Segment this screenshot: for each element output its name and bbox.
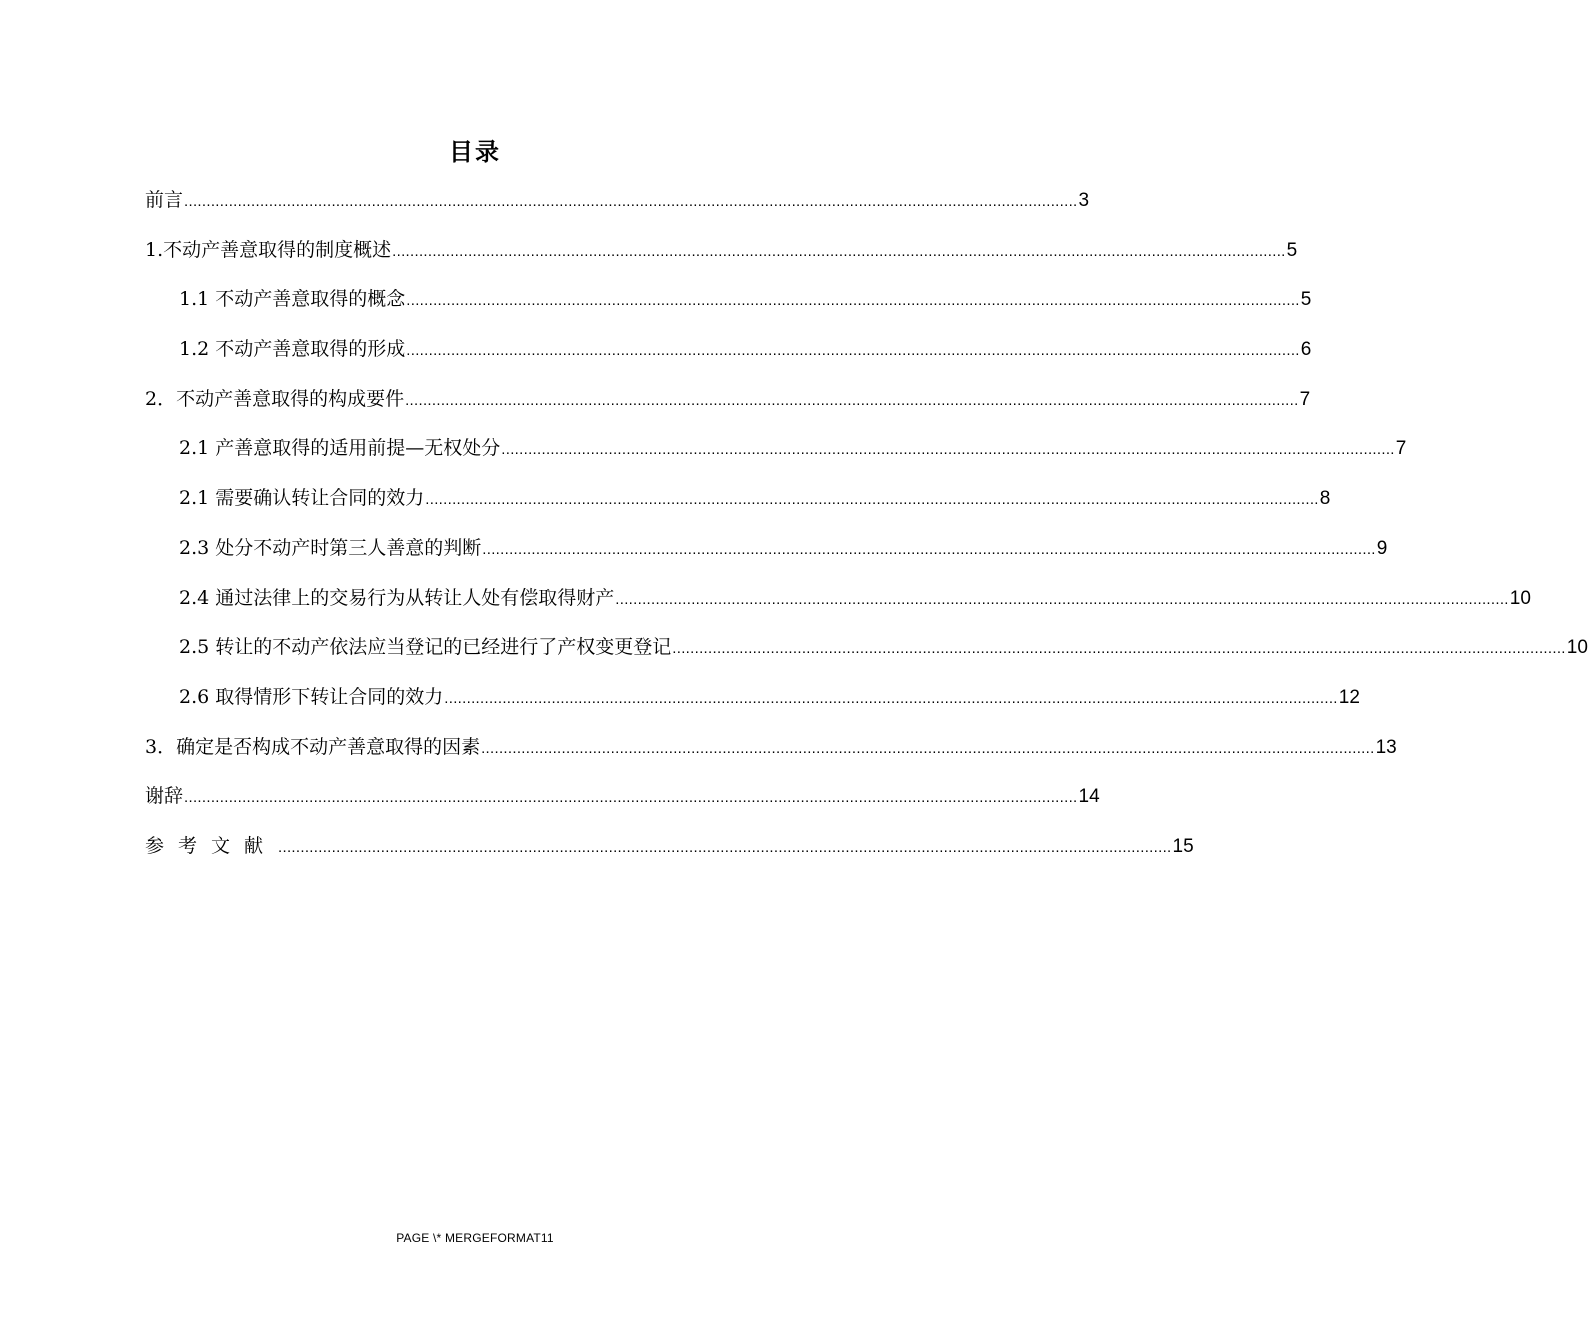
toc-leader-dots: ........................................................................................................................................................................................................	[405, 391, 1299, 409]
toc-entry-page: 5	[1300, 289, 1312, 311]
toc-entry-text: 2.6 取得情形下转让合同的效力	[179, 685, 444, 708]
toc-leader-dots: ........................................................................................................................................................................................................	[184, 789, 1078, 807]
toc-entry-page: 5	[1286, 239, 1298, 261]
toc-entry-page: 7	[1299, 388, 1311, 410]
toc-leader-dots: ........................................................................................................................................................................................................	[406, 342, 1300, 360]
toc-entry-text: 谢辞	[145, 785, 184, 808]
toc-entry-acknowledgements[interactable]	[145, 780, 1100, 830]
toc-entry-section-1-1[interactable]	[145, 283, 1312, 333]
toc-entry-page: 9	[1376, 537, 1388, 559]
toc-entry-page: 6	[1300, 339, 1312, 361]
toc-entry-page: 3	[1078, 190, 1090, 211]
toc-list	[145, 184, 1588, 880]
toc-entry-page: 12	[1338, 686, 1360, 708]
toc-entry-section-2-6[interactable]	[145, 681, 1360, 731]
toc-entry-page: 10	[1509, 587, 1531, 609]
toc-entry-page: 8	[1319, 488, 1331, 510]
toc-entry-text: 2.1 产善意取得的适用前提—无权处分	[179, 437, 501, 460]
toc-entry-page: 13	[1375, 736, 1397, 758]
toc-entry-chapter-2[interactable]	[145, 383, 1311, 433]
toc-leader-dots: ........................................................................................................................................................................................................	[406, 292, 1300, 310]
toc-entry-text: 1.1 不动产善意取得的概念	[179, 288, 406, 311]
toc-entry-section-2-4[interactable]	[145, 582, 1531, 632]
toc-entry-text: 1.2 不动产善意取得的形成	[179, 338, 406, 361]
toc-leader-dots: ........................................................................................................................................................................................................	[672, 640, 1566, 658]
toc-leader-dots: ........................................................................................................................................................................................................	[481, 739, 1375, 757]
toc-entry-text: 2.5 转让的不动产依法应当登记的已经进行了产权变更登记	[179, 636, 672, 659]
toc-entry-text: 参考文献	[145, 834, 278, 857]
toc-entry-section-2-1b[interactable]	[145, 482, 1331, 532]
toc-entry-preface[interactable]	[145, 184, 1090, 234]
toc-leader-dots: ........................................................................................................................................................................................................	[615, 590, 1509, 608]
toc-entry-page: 7	[1395, 438, 1407, 460]
toc-leader-dots: ........................................................................................................................................................................................................	[278, 838, 1172, 856]
toc-entry-section-2-1a[interactable]	[145, 432, 1407, 482]
page-footer-field: PAGE \* MERGEFORMAT11	[396, 1231, 554, 1245]
toc-entry-text: 1.不动产善意取得的制度概述	[145, 238, 392, 261]
toc-entry-page: 10	[1566, 637, 1588, 659]
toc-leader-dots: ........................................................................................................................................................................................................	[501, 441, 1395, 459]
toc-title: 目录	[449, 138, 501, 166]
toc-entry-section-2-5[interactable]	[145, 631, 1588, 681]
toc-leader-dots: ........................................................................................................................................................................................................	[444, 689, 1338, 707]
toc-leader-dots: ........................................................................................................................................................................................................	[482, 540, 1376, 558]
toc-entry-text: 2．不动产善意取得的构成要件	[145, 387, 405, 410]
toc-entry-text: 2.1 需要确认转让合同的效力	[179, 487, 425, 510]
toc-entry-section-2-3[interactable]	[145, 532, 1388, 582]
toc-entry-page: 14	[1078, 786, 1100, 808]
toc-entry-references[interactable]	[145, 830, 1194, 880]
toc-leader-dots: ........................................................................................................................................................................................................	[184, 193, 1078, 210]
toc-entry-text: 前言	[145, 189, 184, 211]
toc-entry-page: 15	[1172, 835, 1194, 857]
toc-leader-dots: ........................................................................................................................................................................................................	[425, 491, 1319, 509]
toc-entry-text: 3．确定是否构成不动产善意取得的因素	[145, 735, 481, 758]
toc-entry-text: 2.3 处分不动产时第三人善意的判断	[179, 536, 482, 559]
toc-entry-section-1-2[interactable]	[145, 333, 1312, 383]
toc-entry-chapter-3[interactable]	[145, 731, 1397, 781]
toc-entry-chapter-1[interactable]	[145, 234, 1298, 284]
toc-entry-text: 2.4 通过法律上的交易行为从转让人处有偿取得财产	[179, 586, 615, 609]
toc-leader-dots: ........................................................................................................................................................................................................	[392, 242, 1286, 260]
